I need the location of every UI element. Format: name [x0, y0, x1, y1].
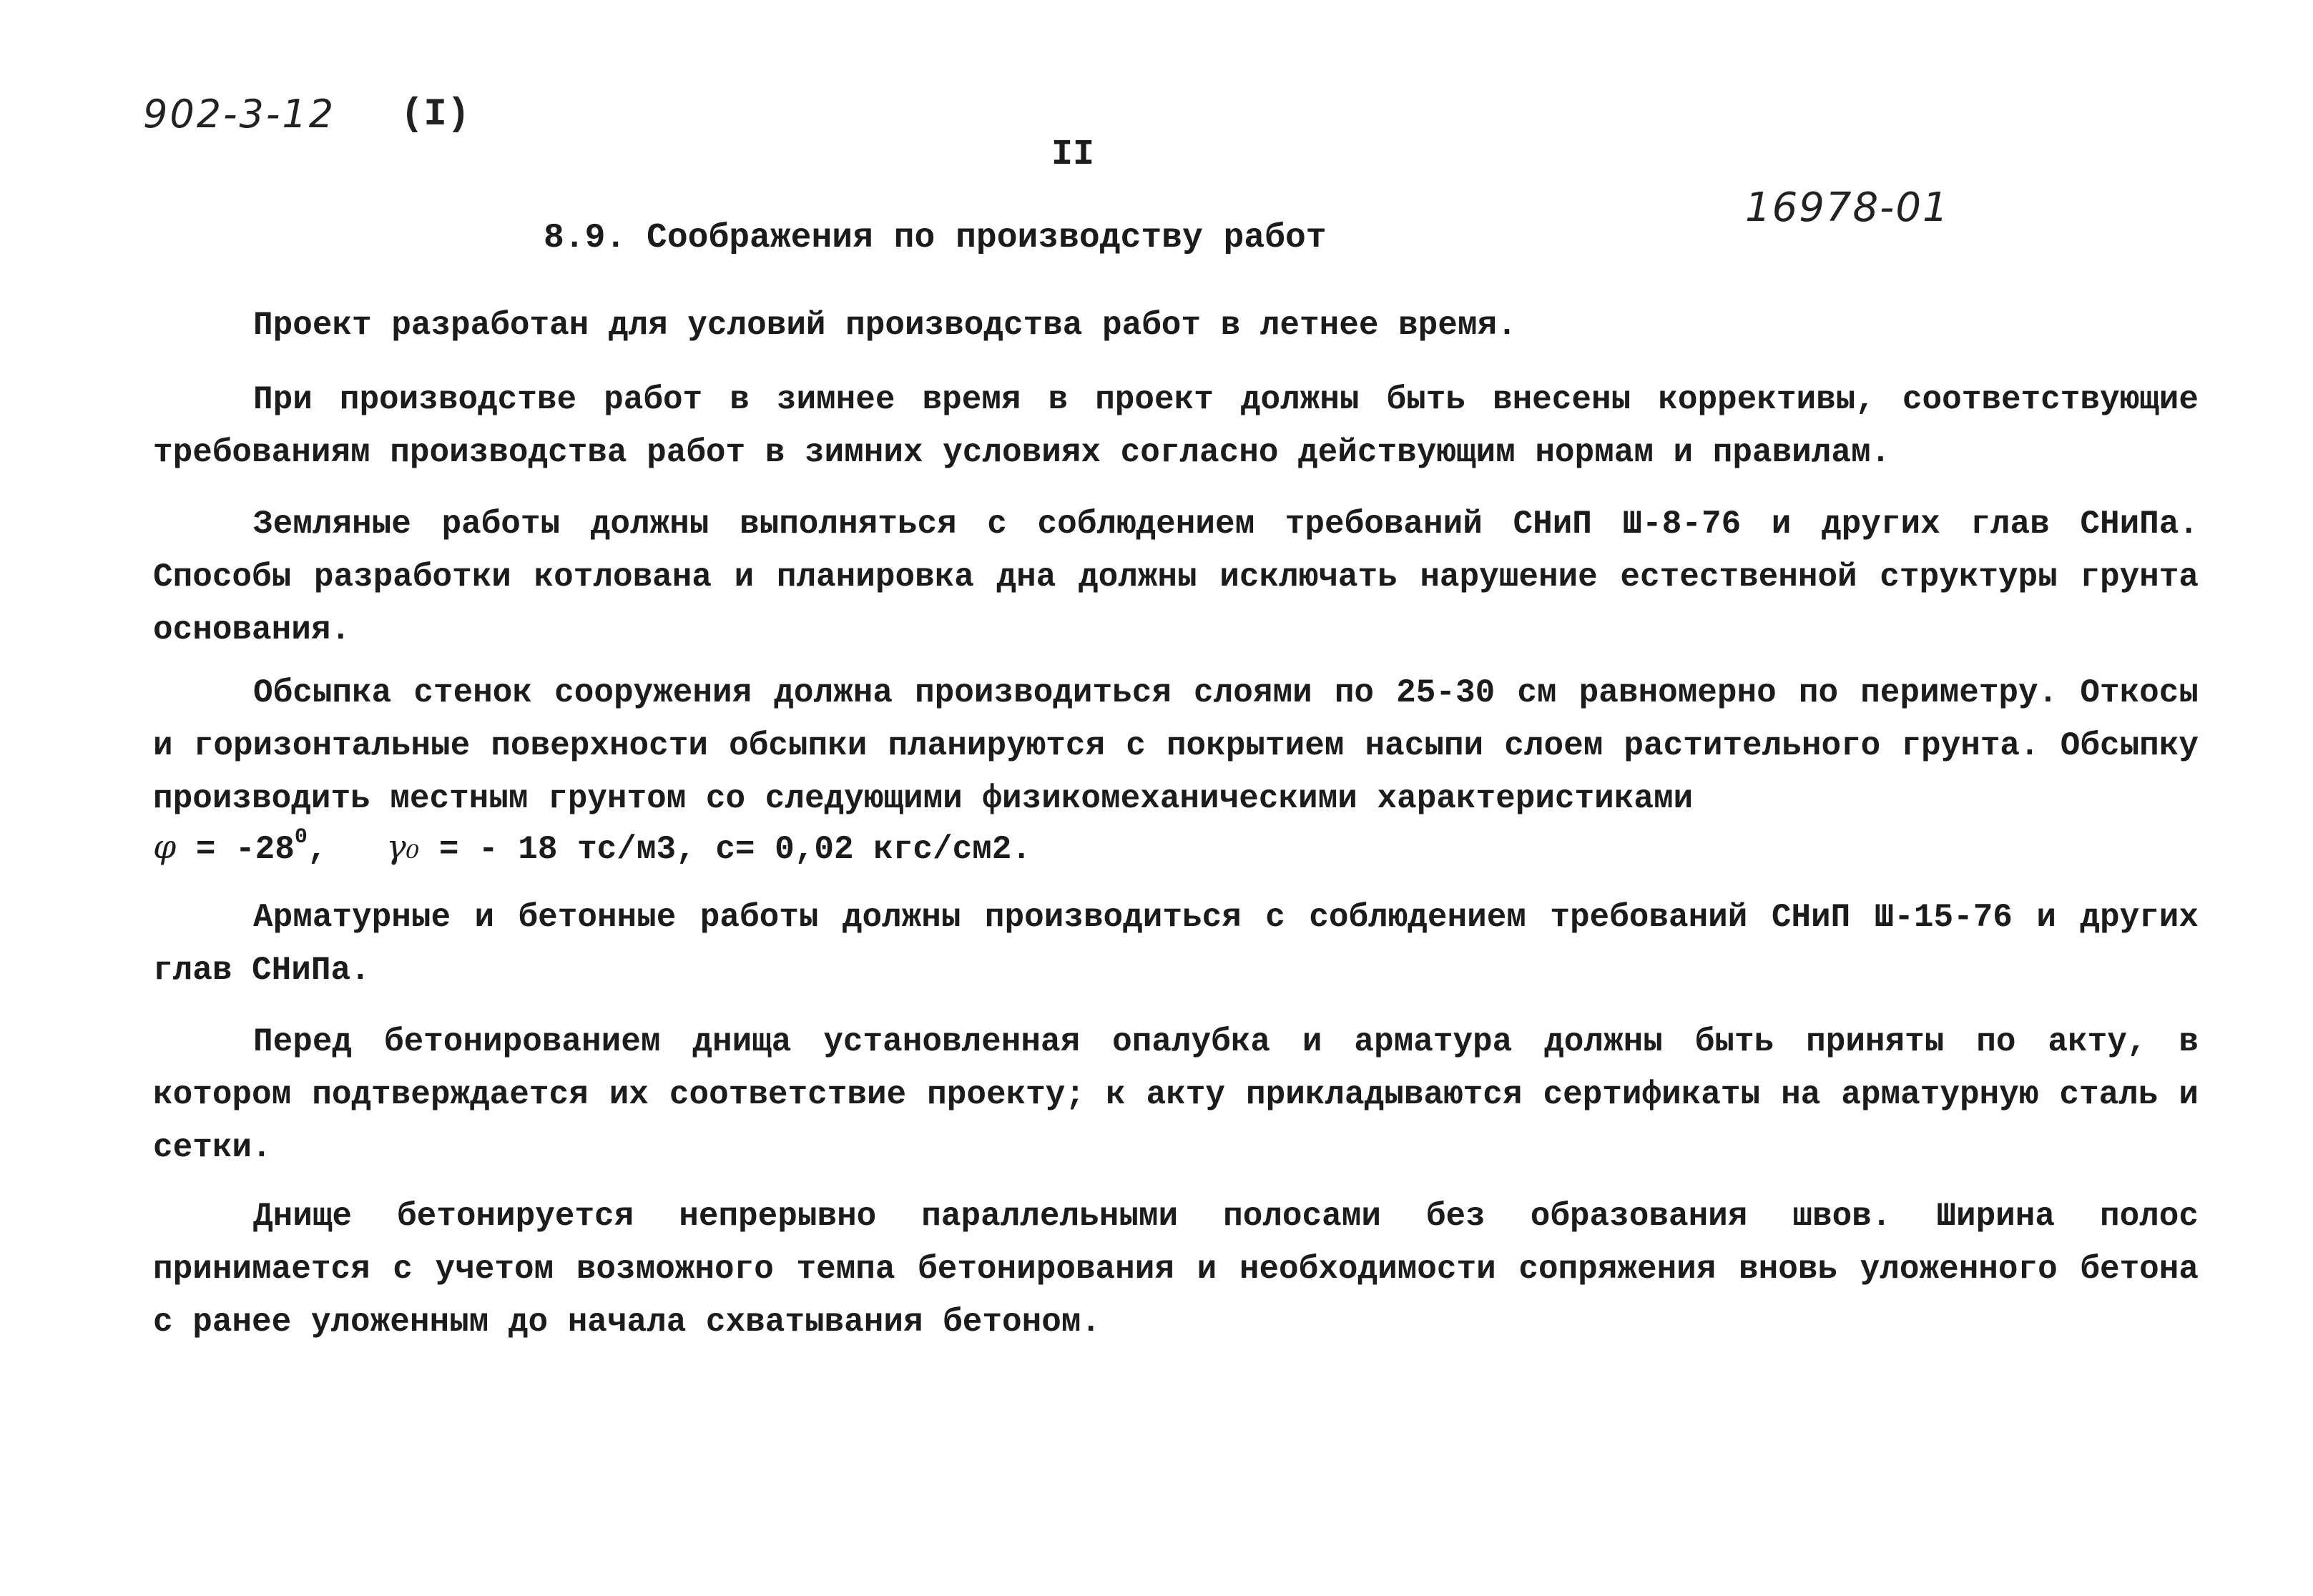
- paragraph-7: Днище бетонируется непрерывно параллельными полосами без образования швов. Ширина полос принимается с учетом возможного темпа бетонирования и необходимости сопряжения вновь уложенного бетона с ранее уложенным до начала схватывания бетоном.: [153, 1198, 2199, 1341]
- section-heading: 8.9. Соображения по производству работ: [544, 219, 1327, 257]
- gamma-symbol: γ₀: [386, 827, 420, 866]
- degree-mark: 0: [294, 825, 308, 849]
- paragraph-6: Перед бетонированием днища установленная опалубка и арматура должны быть приняты по акту, в котором подтверждается их соответствие проекту; к акту прикладываются сертификаты на арматурную сталь и сетки.: [153, 1023, 2199, 1166]
- document-code: 902-3-12: [143, 92, 336, 137]
- phi-value: = -28: [195, 831, 295, 868]
- soil-characteristics-formula: $\varphi = -28^0$, γ₀ = - 18 тс/м3, c= 0,02 кгс/см2.: [153, 825, 1031, 868]
- paragraph-1: Проект разработан для условий производства работ в летнее время.: [253, 307, 1517, 344]
- cohesion-value: c= 0,02 кгс/см2.: [715, 831, 1031, 868]
- page-number: II: [1051, 134, 1095, 175]
- inventory-number: 16978-01: [1745, 184, 1950, 231]
- document-variant: (I): [401, 93, 471, 137]
- paragraph-3: Земляные работы должны выполняться с соблюдением требований СНиП Ш-8-76 и других глав СНиПа. Способы разработки котлована и планировка дна должны исключать нарушение естественной структуры грунта основания.: [153, 506, 2199, 649]
- gamma-value: = - 18 тс/м3,: [438, 831, 696, 868]
- paragraph-2: При производстве работ в зимнее время в проект должны быть внесены коррективы, соответствующие требованиям производства работ в зимних условиях согласно действующим нормам и правилам.: [153, 381, 2199, 471]
- paragraph-5: Арматурные и бетонные работы должны производиться с соблюдением требований СНиП Ш-15-76 и других глав СНиПа.: [153, 899, 2199, 989]
- paragraph-4: Обсыпка стенок сооружения должна производиться слоями по 25-30 см равномерно по периметру. Откосы и горизонтальные поверхности обсыпки планируются с покрытием насыпи слоем растительного грунта. Обсыпку производить местным грунтом со следующими физикомеханическими характеристиками: [153, 674, 2199, 817]
- phi-symbol: φ: [153, 827, 177, 866]
